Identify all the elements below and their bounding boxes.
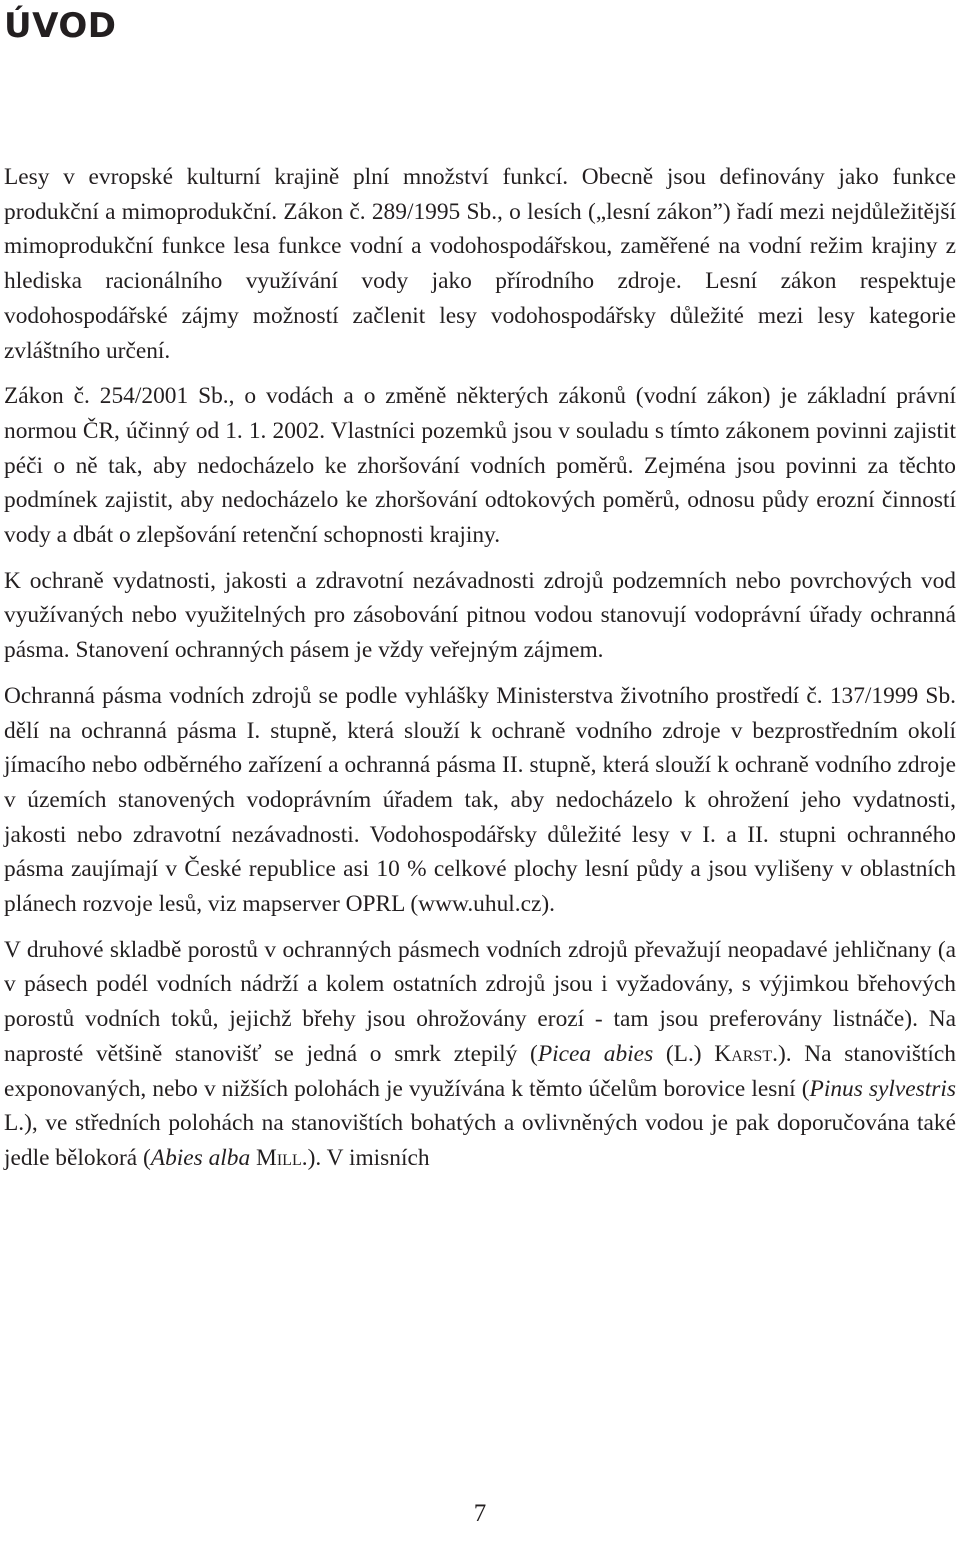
paragraph-3: K ochraně vydatnosti, jakosti a zdravotní nezávadnosti zdrojů podzemních nebo povrchových vod využívaných nebo využitelných pro zásobování pitnou vodou stanovují vodoprávní úřady ochranná pásma. Stanovení ochranných pásem je vždy veřejným zájmem. xyxy=(4,567,956,664)
paragraph-5-text: V druhové skladbě porostů v ochranných pásmech vodních zdrojů převažují neopadavé jehličnany (a v pásech podél vodních nádrží a kolem ostatních zdrojů jsou i vyžadovány, s výjimkou břehových porostů vodních toků, jejichž břehy jsou ohrožovány erozí - tam jsou preferovány listnáče). Na naprosté většině stanovišť se jedná o smrk ztepilý ( xyxy=(4,936,956,1067)
paragraph-5-text: ). Na stanovištích exponovaných, nebo v nižších polohách je využívána k těmto účelům borovice lesní ( xyxy=(4,1040,956,1102)
paragraph-5-text: L.), ve středních polohách na stanovištích bohatých a ovlivněných vodou je pak doporučována také jedle bělokorá ( xyxy=(4,1110,956,1171)
paragraph-4: Ochranná pásma vodních zdrojů se podle vyhlášky Ministerstva životního prostředí č. 137/1999 Sb. dělí na ochranná pásma I. stupně, která slouží k ochraně vodního zdroje v bezprostředním okolí jímacího nebo odběrného zařízení a ochranná pásma II. stupně, která slouží k ochraně vodního zdroje v územích stanovených vodoprávním úřadem tak, aby nedocházelo k ohrožení jeho vydatnosti, jakosti nebo zdravotní nezávadnosti. Vodohospodářsky důležité lesy v I. a II. stupni ochranného pásma zaujímají v České republice asi 10 % celkové plochy lesní půdy a jsou vylišeny v oblastních plánech rozvoje lesů, viz mapserver OPRL (www.uhul.cz). xyxy=(4,682,956,918)
paragraph-1: Lesy v evropské kulturní krajině plní množství funkcí. Obecně jsou definovány jako funkce produkční a mimoprodukční. Zákon č. 289/1995 Sb., o lesích („lesní zákon”) řadí mezi nejdůležitější mimoprodukční funkce lesa funkce vodní a vodohospodářskou, zaměřené na vodní režim krajiny z hlediska racionálního využívání vody jako přírodního zdroje. Lesní zákon respektuje vodohospodářské zájmy možností začlenit lesy vodohospodářsky důležité mezi lesy kategorie zvláštního určení. xyxy=(4,164,956,364)
paragraph-5 xyxy=(4,933,956,1176)
page-heading: ÚVOD xyxy=(4,6,117,46)
author-name: Karst. xyxy=(714,1040,778,1067)
body-text xyxy=(4,160,956,1187)
species-name: Pinus sylvestris xyxy=(809,1075,956,1102)
paragraph-5-text: (L.) xyxy=(653,1040,715,1067)
species-name: Picea abies xyxy=(537,1040,654,1067)
paragraph-2: Zákon č. 254/2001 Sb., o vodách a o změně některých zákonů (vodní zákon) je základní právní normou ČR, účinný od 1. 1. 2002. Vlastníci pozemků jsou v souladu s tímto zákonem povinni zajistit péči o ně tak, aby nedocházelo ke zhoršování vodních poměrů. Zejména jsou povinni za těchto podmínek zajistit, aby nedocházelo ke zhoršování odtokových poměrů, odnosu půdy erozní činností vody a dbát o zlepšování retenční schopnosti krajiny. xyxy=(4,383,956,549)
paragraph-5-text: ). V imisních xyxy=(307,1144,430,1171)
page-number: 7 xyxy=(473,1500,487,1527)
author-name: Mill. xyxy=(256,1144,308,1171)
species-name: Abies alba xyxy=(150,1144,251,1171)
